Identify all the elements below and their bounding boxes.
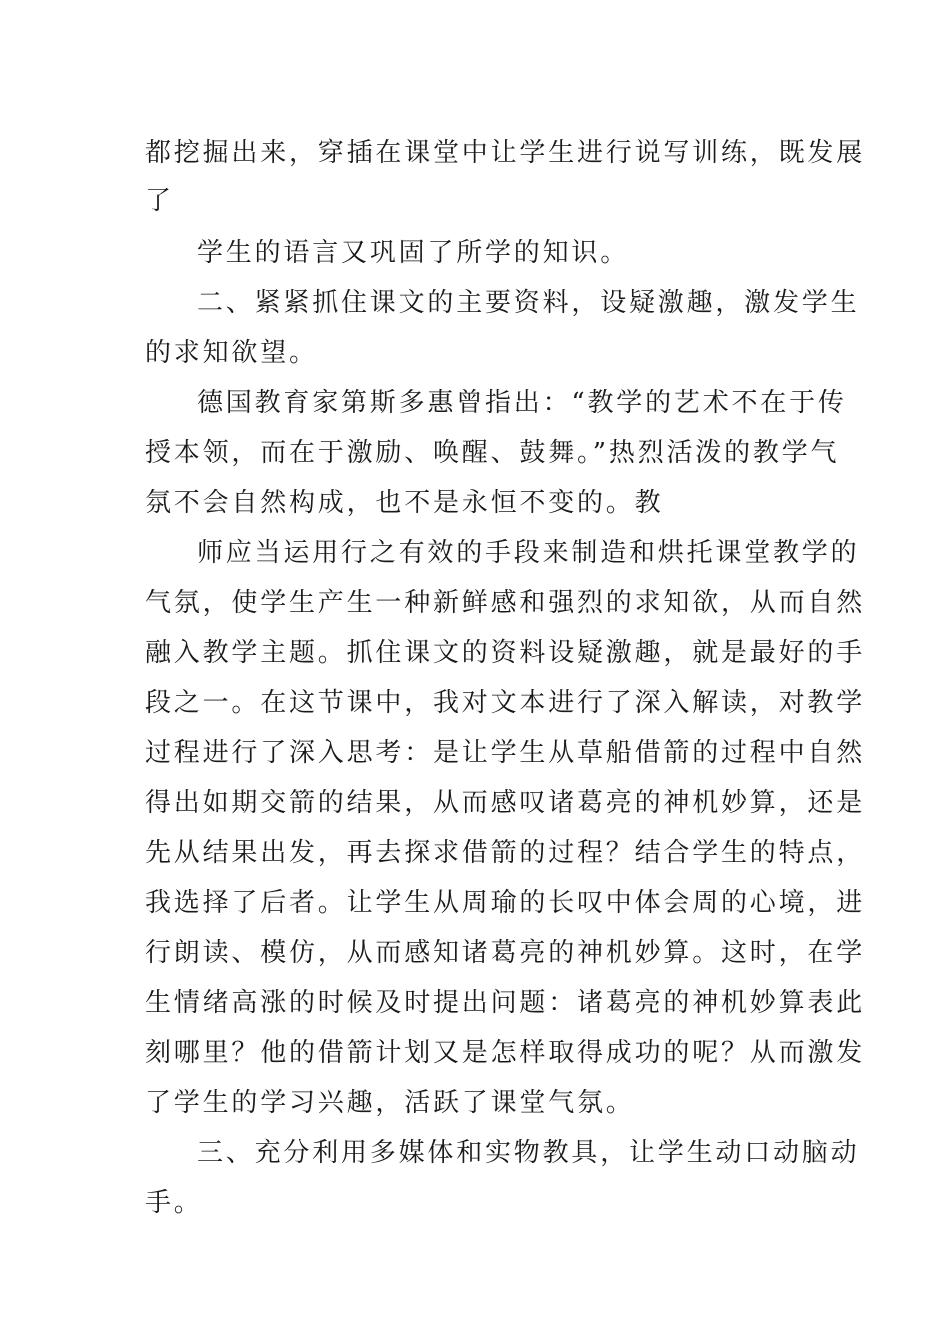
- text-line: 刻哪里？他的借箭计划又是怎样取得成功的呢？从而激发: [145, 1038, 866, 1068]
- text-line: 都挖掘出来，穿插在课堂中让学生进行说写训练，既发展: [145, 138, 866, 168]
- text-line: 师应当运用行之有效的手段来制造和烘托课堂教学的: [197, 538, 860, 568]
- text-line: 手。: [145, 1188, 203, 1218]
- text-line: 段之一。在这节课中，我对文本进行了深入解读，对教学: [145, 688, 866, 718]
- text-line: 我选择了后者。让学生从周瑜的长叹中体会周的心境，进: [145, 888, 866, 918]
- text-line: 授本领，而在于激励、唤醒、鼓舞。”热烈活泼的教学气: [145, 438, 840, 468]
- text-line: 的求知欲望。: [145, 338, 318, 368]
- text-line: 融入教学主题。抓住课文的资料设疑激趣，就是最好的手: [145, 638, 866, 668]
- text-line: 氛不会自然构成，也不是永恒不变的。教: [145, 488, 664, 518]
- text-line: 学生的语言又巩固了所学的知识。: [197, 238, 630, 268]
- text-line: 生情绪高涨的时候及时提出问题：诸葛亮的神机妙算表此: [145, 988, 866, 1018]
- text-line: 得出如期交箭的结果，从而感叹诸葛亮的神机妙算，还是: [145, 788, 866, 818]
- text-line: 三、充分利用多媒体和实物教具，让学生动口动脑动: [197, 1138, 860, 1168]
- text-line: 了: [145, 186, 174, 216]
- text-line: 行朗读、模仿，从而感知诸葛亮的神机妙算。这时，在学: [145, 938, 866, 968]
- text-line: 了学生的学习兴趣，活跃了课堂气氛。: [145, 1088, 635, 1118]
- text-line: 二、紧紧抓住课文的主要资料，设疑激趣，激发学生: [197, 288, 860, 318]
- text-line: 气氛，使学生产生一种新鲜感和强烈的求知欲，从而自然: [145, 588, 866, 618]
- text-line: 德国教育家第斯多惠曾指出：“教学的艺术不在于传: [197, 388, 847, 418]
- text-line: 先从结果出发，再去探求借箭的过程？结合学生的特点，: [145, 838, 866, 868]
- text-line: 过程进行了深入思考：是让学生从草船借箭的过程中自然: [145, 738, 866, 768]
